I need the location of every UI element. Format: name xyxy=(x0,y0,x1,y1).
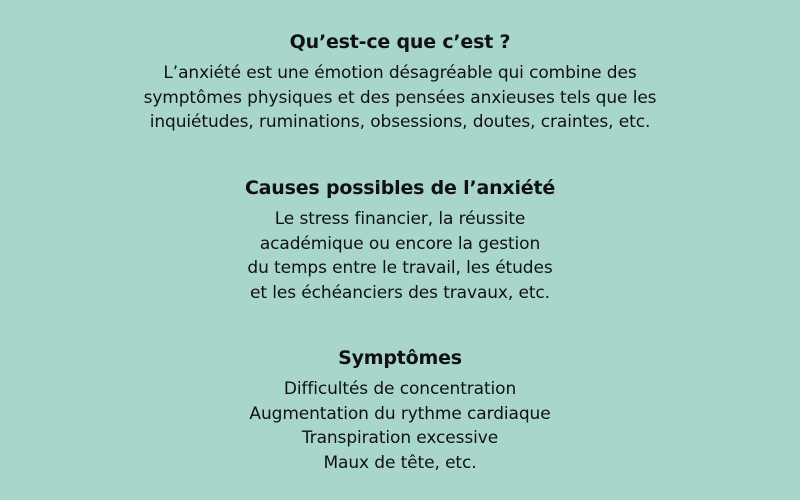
body-line: du temps entre le travail, les études xyxy=(247,258,553,278)
body-line: Transpiration excessive xyxy=(301,428,499,448)
section-definition xyxy=(0,30,800,135)
body-line: Le stress financier, la réussite xyxy=(274,209,526,229)
section-body xyxy=(0,377,800,475)
body-line: inquiétudes, ruminations, obsessions, doutes, craintes, etc. xyxy=(149,112,651,132)
body-line: Difficultés de concentration xyxy=(283,379,517,399)
section-heading: Qu’est-ce que c’est ? xyxy=(289,31,511,53)
section-symptoms xyxy=(0,346,800,475)
section-body xyxy=(0,207,800,305)
body-line: Maux de tête, etc. xyxy=(323,452,477,473)
section-heading: Causes possibles de l’anxiété xyxy=(244,177,556,199)
body-line: et les échéanciers des travaux, etc. xyxy=(250,282,550,303)
section-heading: Symptômes xyxy=(338,347,462,369)
body-line: académique ou encore la gestion xyxy=(259,233,541,254)
section-causes xyxy=(0,176,800,305)
body-line: L’anxiété est une émotion désagréable qui combine des xyxy=(163,63,637,83)
body-line: symptômes physiques et des pensées anxieuses tels que les xyxy=(143,87,657,108)
section-body xyxy=(0,61,800,135)
body-line: Augmentation du rythme cardiaque xyxy=(249,403,551,424)
